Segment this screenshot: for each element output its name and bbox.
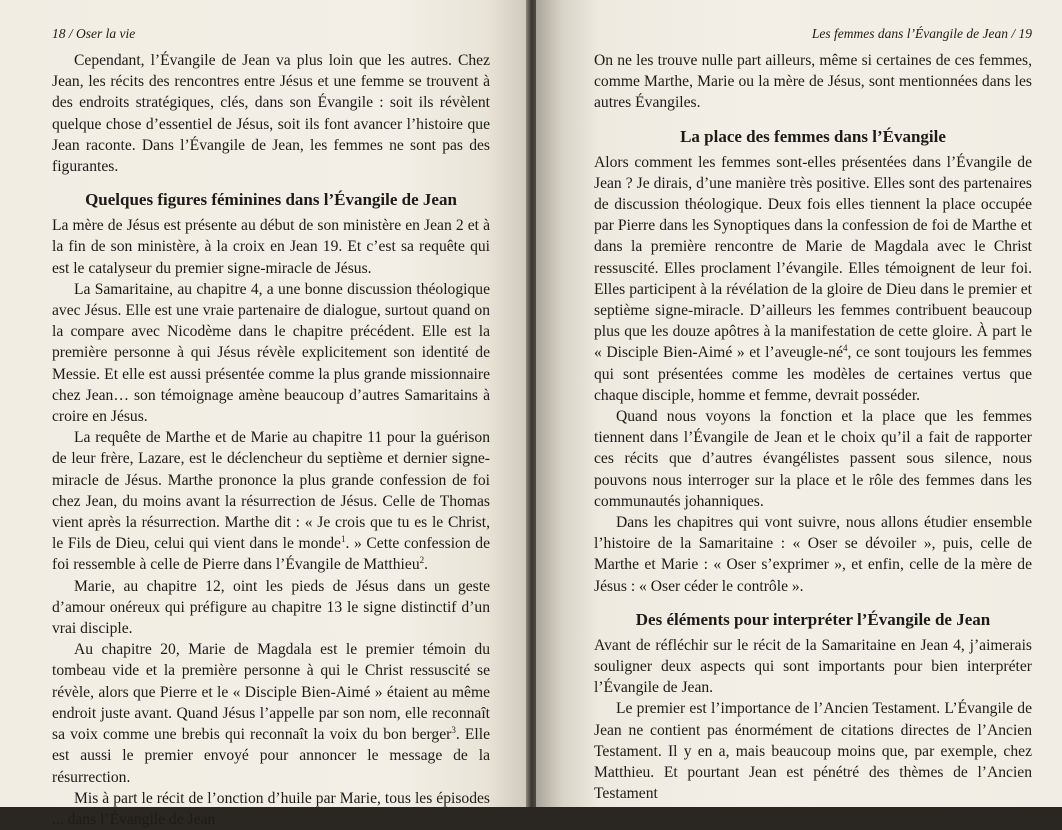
text-run: , ce sont toujours les femmes qui sont présentées comme les modèles de certaines vertus que chaque disciple, homme et femme, devrait posséder. (594, 344, 1032, 404)
left-paragraph-magdala (52, 639, 490, 787)
right-paragraph-aspects: Avant de réfléchir sur le récit de la Samaritaine en Jean 4, j’aimerais souligner deux aspects qui sont importants pour bien interpréter l’Évangile de Jean. (594, 636, 1032, 697)
footnote-ref: 4 (843, 343, 848, 354)
left-paragraph-anointing: Mis à part le récit de l’onction d’huile par Marie, tous les épisodes ... dans l’Évangile de Jean (52, 789, 490, 828)
right-running-head: Les femmes dans l’Évangile de Jean / 19 (811, 26, 1032, 41)
right-section-heading-elements: Des éléments pour interpréter l’Évangile de Jean (635, 609, 991, 629)
left-paragraph-mother: La mère de Jésus est présente au début de son ministère en Jean 2 et à la fin de son ministère, à la croix en Jean 19. Et c’est sa requête qui est le catalyseur du premier signe-miracle de Jésus. (52, 217, 490, 277)
left-running-head: 18 / Oser la vie (52, 26, 136, 41)
left-page (0, 0, 528, 828)
right-paragraph-presentation (594, 152, 1032, 406)
text-run: La requête de Marthe et de Marie au chapitre 11 pour la guérison de leur frère, Lazare, est le déclencheur du septième et dernier signe-miracle de Jésus. Marthe prononce la plus grande confession de foi chez Jean, du moins avant la résurrection de Jésus. Celle de Thomas vient après la résurrection. Marthe dit : « Je crois que tu es le Christ, le Fils de Dieu, celui qui vient dans le monde (52, 429, 490, 553)
footnote-ref: 3 (451, 724, 456, 735)
left-section-heading: Quelques figures féminines dans l’Évangile de Jean (85, 190, 457, 210)
right-paragraph-old-testament: Le premier est l’importance de l’Ancien Testament. L’Évangile de Jean ne contient pas énormément de citations directes de l’Ancien Testament. Il y en a, mais beaucoup moins que, par exemple, chez Matthieu. Et pourtant Jean est pénétré des thèmes de l’Ancien Testament (594, 700, 1032, 803)
left-intro-paragraph: Cependant, l’Évangile de Jean va plus loin que les autres. Chez Jean, les récits des rencontres entre Jésus et une femme se trouvent à des endroits stratégiques, clés, dans son Évangile : soit ils révèlent quelque chose d’essentiel de Jésus, soit ils font avancer l’histoire que Jean raconte. Dans l’Évangile de Jean, les femmes ne sont pas des figurantes. (52, 52, 490, 176)
text-run: . » Cette confession de foi ressemble à celle de Pierre dans l’Évangile de Matthieu (52, 535, 490, 574)
footnote-ref: 1 (340, 534, 346, 545)
left-paragraph-mary-anoint: Marie, au chapitre 12, oint les pieds de Jésus dans un geste d’amour onéreux qui préfigure au chapitre 13 le signe distinctif d’un vrai disciple. (52, 577, 490, 638)
text-run: Alors comment les femmes sont-elles présentées dans l’Évangile de Jean ? Je dirais, d’une manière très positive. Elles sont des partenaires de discussion théologique. Deux fois elles tiennent la place occupée par Pierre dans les Synoptiques dans la confession de foi de Marthe et dans la première rencontre de Marie de Magdala avec le Christ ressuscité. Elles proclament l’évangile. Elles témoignent de leur foi. Elles participent à la révélation de la gloire de Dieu dans le premier et septième signe-miracle. D’ailleurs les femmes contribuent beaucoup plus que les douze apôtres à la manifestation de cette gloire. À part le « Disciple Bien-Aimé » et l’aveugle-né (594, 153, 1032, 362)
right-paragraph-chapters: Dans les chapitres qui vont suivre, nous allons étudier ensemble l’histoire de la Samaritaine : « Oser se dévoiler », puis, celle de Marthe et Marie : « Oser s’exprimer », et enfin, celle de la mère de Jésus : « Oser céder le contrôle ». (594, 514, 1032, 595)
text-run: Au chapitre 20, Marie de Magdala est le premier témoin du tombeau vide et la première personne à qui le Christ ressuscité se révèle, alors que Pierre et le « Disciple Bien-Aimé » étaient au même endroit juste avant. Quand Jésus l’appelle par son nom, elle reconnaît sa voix comme une brebis qui reconnaît la voix du bon berger (52, 641, 490, 744)
left-paragraph-martha-mary (52, 427, 490, 575)
left-paragraph-samaritan: La Samaritaine, au chapitre 4, a une bonne discussion théologique avec Jésus. Elle est une vraie partenaire de dialogue, surtout quand on la compare avec Nicodème dans le chapitre précédent. Elle est la première personne à qui Jésus révèle explicitement son identité de Messie. Et elle est aussi présentée comme la plus grande missionnaire chez Jean… son témoignage amène beaucoup d’autres Samaritains à croire en Jésus. (52, 280, 490, 426)
right-intro-paragraph: On ne les trouve nulle part ailleurs, même si certaines de ces femmes, comme Marthe, Marie ou la mère de Jésus, sont mentionnées dans les autres Évangiles. (594, 52, 1032, 112)
right-section-heading-place: La place des femmes dans l’Évangile (680, 126, 946, 146)
text-run: . (424, 556, 429, 574)
text-run: . Elle est aussi le premier envoyé pour annoncer le message de la résurrection. (52, 726, 490, 786)
footnote-ref: 2 (419, 555, 425, 566)
right-paragraph-function: Quand nous voyons la fonction et la place que les femmes tiennent dans l’Évangile de Jean et le choix qu’il a fait de rapporter ces récits que d’autres évangélistes passent sous silence, nous pouvons nous interroger sur la place et le rôle des femmes dans les communautés johanniques. (594, 408, 1032, 510)
right-page (536, 0, 1062, 807)
